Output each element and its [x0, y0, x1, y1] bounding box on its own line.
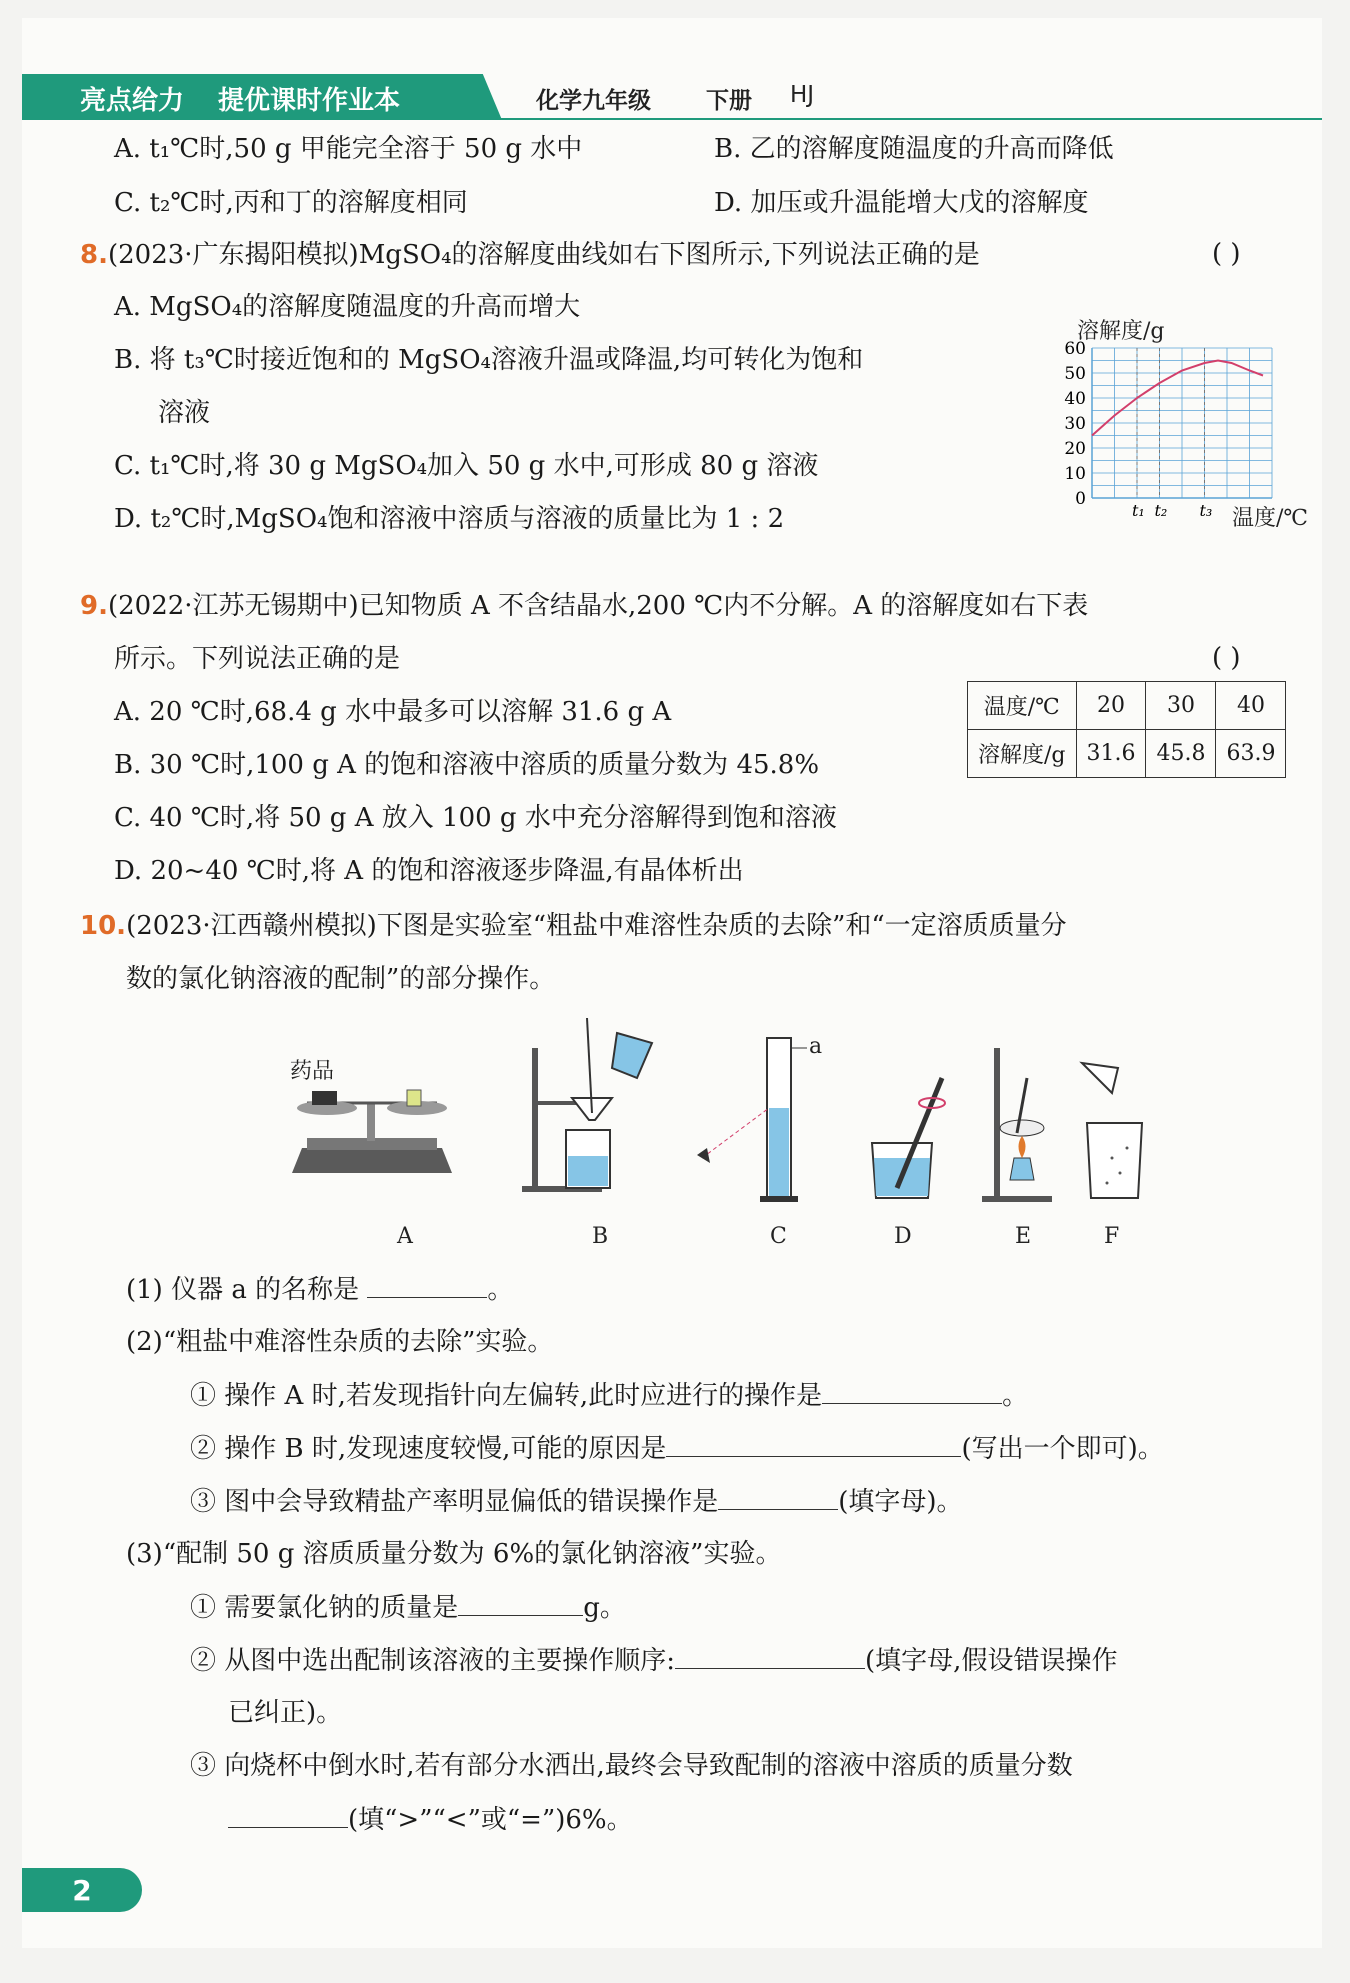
balance-apparatus — [290, 1059, 452, 1249]
chart-y-tick: 60 — [1064, 339, 1086, 359]
q10-part2-2-end: (写出一个即可)。 — [961, 1434, 1164, 1464]
q10-part3-2-cont: 已纠正)。 — [228, 1698, 343, 1728]
solubility-chart — [1032, 308, 1322, 528]
q8-option-b-cont: 溶液 — [158, 398, 211, 428]
table-cell: 63.9 — [1216, 730, 1286, 778]
header-volume: 下册 — [706, 88, 752, 114]
q9-option-d: D. 20~40 ℃时,将 A 的饱和溶液逐步降温,有晶体析出 — [114, 856, 744, 886]
chart-y-tick: 30 — [1064, 414, 1086, 434]
q10-part2-3-text: ③ 图中会导致精盐产率明显偏低的错误操作是 — [190, 1487, 719, 1517]
chart-x-tick: t₁ — [1132, 501, 1145, 520]
table-cell: 45.8 — [1146, 730, 1216, 778]
fig-label-c: C — [770, 1224, 787, 1249]
q8-option-a: A. MgSO₄的溶解度随温度的升高而增大 — [114, 292, 581, 322]
q9-stem-text: (2022·江苏无锡期中)已知物质 A 不含结晶水,200 ℃内不分解。A 的溶解度如右下表 — [107, 591, 1089, 621]
answer-blank[interactable] — [367, 1273, 487, 1298]
q8-option-b: B. 将 t₃℃时接近饱和的 MgSO₄溶液升温或降温,均可转化为饱和 — [114, 345, 864, 375]
q10-stem-text: (2023·江西赣州模拟)下图是实验室“粗盐中难溶性杂质的去除”和“一定溶质质量分 — [126, 911, 1067, 941]
chart-y-tick: 0 — [1075, 489, 1086, 509]
q9-option-c: C. 40 ℃时,将 50 g A 放入 100 g 水中充分溶解得到饱和溶液 — [114, 803, 837, 833]
q10-part3-2-end: (填字母,假设错误操作 — [865, 1646, 1118, 1676]
page-number: 2 — [22, 1868, 142, 1912]
chart-x-tick: t₂ — [1154, 501, 1168, 520]
q10-part3-1-text: ① 需要氯化钠的质量是 — [190, 1593, 459, 1623]
evaporation-apparatus — [982, 1048, 1052, 1249]
table-cell: 20 — [1076, 682, 1146, 730]
fig-label-a: A — [397, 1224, 413, 1249]
q10-part3: (3)“配制 50 g 溶质质量分数为 6%的氯化钠溶液”实验。 — [126, 1539, 782, 1569]
chart-x-axis-label: 温度/℃ — [1232, 506, 1309, 528]
q7-option-c: C. t₂℃时,丙和丁的溶解度相同 — [114, 188, 468, 218]
header-edition: HJ — [790, 82, 815, 108]
q10-part2-1-text: ① 操作 A 时,若发现指针向左偏转,此时应进行的操作是 — [190, 1381, 823, 1411]
q8-number: 8. — [80, 240, 108, 270]
q9-option-a: A. 20 ℃时,68.4 g 水中最多可以溶解 31.6 g A — [114, 697, 672, 727]
table-row — [968, 730, 1286, 778]
fig-label-e: E — [1015, 1224, 1032, 1249]
answer-blank[interactable] — [458, 1591, 583, 1616]
q9-option-b: B. 30 ℃时,100 g A 的饱和溶液中溶质的质量分数为 45.8% — [114, 750, 820, 780]
q7-option-b: B. 乙的溶解度随温度的升高而降低 — [714, 134, 1114, 164]
fig-label-b: B — [592, 1224, 609, 1249]
q10-stem-line1 — [80, 910, 1067, 942]
solubility-table — [967, 681, 1286, 778]
q10-part3-2 — [190, 1644, 1117, 1677]
q10-number: 10. — [80, 911, 127, 941]
q10-part2: (2)“粗盐中难溶性杂质的去除”实验。 — [126, 1327, 554, 1357]
q10-part3-3-cont — [228, 1803, 633, 1836]
graduated-cylinder — [697, 1034, 822, 1249]
q10-part3-3-end: (填“>”“<”或“=”)6%。 — [348, 1805, 633, 1835]
q10-part2-1 — [190, 1379, 1028, 1412]
q8-stem — [80, 239, 980, 271]
table-header-cell: 温度/℃ — [968, 682, 1077, 730]
q7-option-d: D. 加压或升温能增大戊的溶解度 — [714, 188, 1089, 218]
answer-blank[interactable] — [228, 1803, 348, 1828]
header-grade: 化学九年级 — [536, 88, 651, 114]
q10-part1-text: (1) 仪器 a 的名称是 — [126, 1275, 360, 1305]
q9-stem-line1 — [80, 590, 1088, 622]
q9-number: 9. — [80, 591, 108, 621]
q8-stem-text: (2023·广东揭阳模拟)MgSO₄的溶解度曲线如右下图所示,下列说法正确的是 — [107, 240, 980, 270]
q9-answer-paren: ( ) — [1212, 643, 1241, 673]
q10-part2-3-end: (填字母)。 — [838, 1487, 963, 1517]
answer-blank[interactable] — [718, 1485, 838, 1510]
q10-part3-2-text: ② 从图中选出配制该溶液的主要操作顺序: — [190, 1646, 676, 1676]
beaker-adding-solid — [1082, 1063, 1142, 1249]
chart-y-tick: 40 — [1064, 389, 1086, 409]
instrument-a-label: a — [809, 1034, 823, 1059]
table-row — [968, 682, 1286, 730]
chart-y-axis-label: 溶解度/g — [1077, 319, 1165, 344]
table-cell: 30 — [1146, 682, 1216, 730]
answer-blank[interactable] — [675, 1644, 865, 1669]
page — [22, 18, 1322, 1948]
q10-part1-end: 。 — [487, 1275, 514, 1305]
fig-label-d: D — [894, 1224, 912, 1249]
table-header-cell: 溶解度/g — [968, 730, 1077, 778]
fig-label-f: F — [1104, 1224, 1120, 1249]
q8-option-c: C. t₁℃时,将 30 g MgSO₄加入 50 g 水中,可形成 80 g 溶液 — [114, 451, 819, 481]
q10-part2-1-end: 。 — [1002, 1381, 1029, 1411]
q10-part1 — [126, 1273, 513, 1306]
drug-label: 药品 — [290, 1059, 335, 1084]
beaker-stirring — [872, 1078, 945, 1249]
q10-part2-2-text: ② 操作 B 时,发现速度较慢,可能的原因是 — [190, 1434, 667, 1464]
q10-stem-line2: 数的氯化钠溶液的配制”的部分操作。 — [126, 964, 556, 994]
filtration-apparatus — [522, 1018, 652, 1249]
chart-y-tick: 50 — [1064, 364, 1086, 384]
q8-answer-paren: ( ) — [1212, 239, 1241, 269]
chart-x-tick: t₃ — [1199, 501, 1213, 520]
header-brand: 亮点给力 — [80, 86, 185, 116]
q10-part2-3 — [190, 1485, 963, 1518]
chart-y-tick: 20 — [1064, 439, 1086, 459]
q10-part2-2 — [190, 1432, 1164, 1465]
q8-option-d: D. t₂℃时,MgSO₄饱和溶液中溶质与溶液的质量比为 1 : 2 — [114, 504, 785, 534]
lab-apparatus-figure — [282, 1008, 1182, 1258]
answer-blank[interactable] — [822, 1379, 1002, 1404]
q10-part3-1-end: g。 — [583, 1593, 626, 1623]
header-rule — [22, 118, 1322, 120]
table-cell: 40 — [1216, 682, 1286, 730]
q7-option-a: A. t₁℃时,50 g 甲能完全溶于 50 g 水中 — [114, 134, 583, 164]
q9-stem-line2: 所示。下列说法正确的是 — [114, 644, 401, 674]
answer-blank[interactable] — [666, 1432, 961, 1457]
header-book-title: 提优课时作业本 — [218, 86, 401, 116]
table-cell: 31.6 — [1076, 730, 1146, 778]
q10-part3-3: ③ 向烧杯中倒水时,若有部分水洒出,最终会导致配制的溶液中溶质的质量分数 — [190, 1751, 1073, 1781]
q10-part3-1 — [190, 1591, 626, 1624]
chart-y-tick: 10 — [1064, 464, 1086, 484]
